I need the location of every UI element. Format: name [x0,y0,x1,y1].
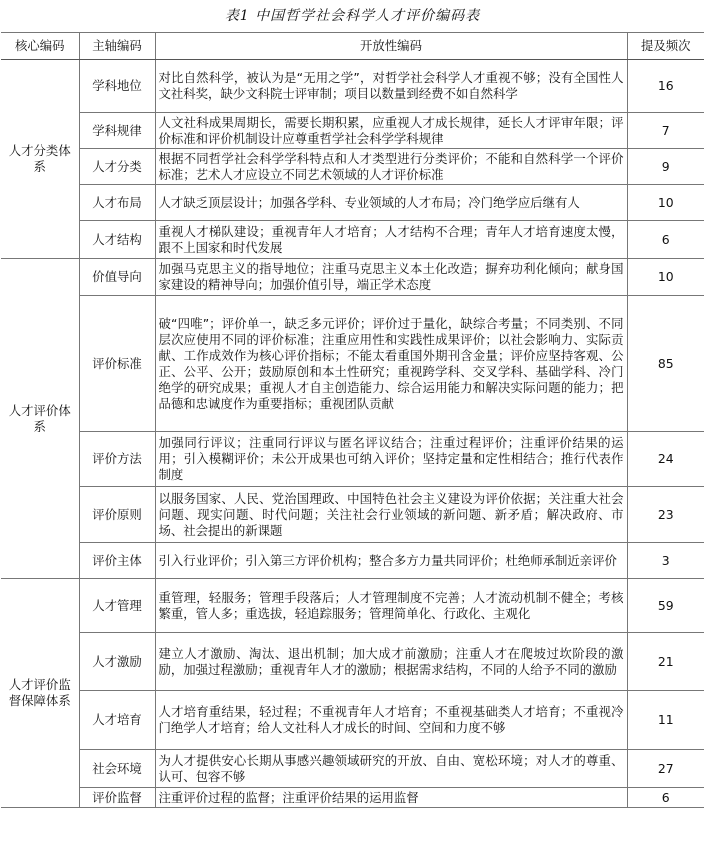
axis-code-cell: 评价方法 [79,432,155,487]
axis-code-cell: 评价标准 [79,296,155,432]
axis-code-cell: 学科地位 [79,60,155,113]
axis-code-cell: 人才结构 [79,221,155,259]
frequency-cell: 6 [627,221,704,259]
table-row [1,487,704,543]
axis-code-cell: 社会环境 [79,750,155,788]
open-code-cell: 根据不同哲学社会科学学科特点和人才类型进行分类评价；不能和自然科学一个评价标准；艺术人才应设立不同艺术领域的人才评价标准 [155,149,627,185]
axis-code-cell: 价值导向 [79,259,155,296]
frequency-cell: 24 [627,432,704,487]
header-open: 开放性编码 [155,33,627,60]
frequency-cell: 9 [627,149,704,185]
frequency-cell: 27 [627,750,704,788]
frequency-cell: 10 [627,185,704,221]
table-row [1,432,704,487]
header-axis: 主轴编码 [79,33,155,60]
core-code-cell: 人才分类体系 [1,60,79,259]
open-code-cell: 重管理，轻服务；管理手段落后；人才管理制度不完善；人才流动机制不健全；考核繁重，管人多；重选拔，轻追踪服务；管理简单化、行政化、主观化 [155,579,627,633]
axis-code-cell: 人才培育 [79,691,155,750]
table-row [1,579,704,633]
core-code-cell: 人才评价体系 [1,259,79,579]
table-row [1,633,704,691]
table-row [1,296,704,432]
axis-code-cell: 人才分类 [79,149,155,185]
frequency-cell: 6 [627,788,704,808]
open-code-cell: 引入行业评价；引入第三方评价机构；整合多方力量共同评价；杜绝师承制近亲评价 [155,543,627,579]
frequency-cell: 21 [627,633,704,691]
axis-code-cell: 评价主体 [79,543,155,579]
frequency-cell: 3 [627,543,704,579]
open-code-cell: 建立人才激励、淘汰、退出机制；加大成才前激励；注重人才在爬坡过坎阶段的激励，加强过程激励；重视青年人才的激励；根据需求结构，不同的人给予不同的激励 [155,633,627,691]
open-code-cell: 人才缺乏顶层设计；加强各学科、专业领域的人才布局；冷门绝学应后继有人 [155,185,627,221]
table-row [1,750,704,788]
axis-code-cell: 人才布局 [79,185,155,221]
open-code-cell: 对比自然科学，被认为是“无用之学”，对哲学社会科学人才重视不够；没有全国性人文社科奖，缺少文科院士评审制；项目以数量到经费不如自然科学 [155,60,627,113]
coding-table [1,32,704,808]
axis-code-cell: 学科规律 [79,113,155,149]
frequency-cell: 10 [627,259,704,296]
open-code-cell: 破“四唯”；评价单一，缺乏多元评价；评价过于量化，缺综合考量；不同类别、不同层次应使用不同的评价标准；注重应用性和实践性成果评价；以社会影响力、实际贡献、工作成效作为核心评价指标；不能太看重国外期刊含金量；评价应坚持客观、公正、公平、公开；鼓励原创和本土性研究；重视跨学科、交叉学科、基础学科、冷门绝学的研究成果；重视人才自主创造能力、综合运用能力和解决实际问题的能力；把品德和忠诚度作为重要指标；重视团队贡献 [155,296,627,432]
table-row [1,543,704,579]
header-core: 核心编码 [1,33,79,60]
axis-code-cell: 评价监督 [79,788,155,808]
axis-code-cell: 评价原则 [79,487,155,543]
open-code-cell: 人文社科成果周期长，需要长期积累，应重视人才成长规律，延长人才评审年限；评价标准和评价机制设计应尊重哲学社会科学学科规律 [155,113,627,149]
open-code-cell: 以服务国家、人民、党治国理政、中国特色社会主义建设为评价依据；关注重大社会问题、现实问题、时代问题；关注社会行业领域的新问题、新矛盾；解决政府、市场、社会提出的新课题 [155,487,627,543]
table-row [1,149,704,185]
table-caption: 表1 中国哲学社会科学人才评价编码表 [224,8,481,24]
axis-code-cell: 人才管理 [79,579,155,633]
open-code-cell: 为人才提供安心长期从事感兴趣领域研究的开放、自由、宽松环境；对人才的尊重、认可、包容不够 [155,750,627,788]
open-code-cell: 人才培育重结果，轻过程；不重视青年人才培育；不重视基础类人才培育；不重视冷门绝学人才培育；给人文社科人才成长的时间、空间和力度不够 [155,691,627,750]
table-row [1,113,704,149]
header-row [1,33,704,60]
open-code-cell: 重视人才梯队建设；重视青年人才培育；人才结构不合理；青年人才培育速度太慢，跟不上国家和时代发展 [155,221,627,259]
open-code-cell: 注重评价过程的监督；注重评价结果的运用监督 [155,788,627,808]
table-row [1,788,704,808]
table-row [1,60,704,113]
frequency-cell: 11 [627,691,704,750]
table-row [1,259,704,296]
core-code-cell: 人才评价监督保障体系 [1,579,79,808]
open-code-cell: 加强马克思主义的指导地位；注重马克思主义本土化改造；摒弃功利化倾向；献身国家建设的精神导向；加强价值引导，端正学术态度 [155,259,627,296]
header-freq: 提及频次 [627,33,704,60]
frequency-cell: 16 [627,60,704,113]
axis-code-cell: 人才激励 [79,633,155,691]
frequency-cell: 85 [627,296,704,432]
table-row [1,221,704,259]
frequency-cell: 23 [627,487,704,543]
open-code-cell: 加强同行评议；注重同行评议与匿名评议结合；注重过程评价；注重评价结果的运用；引入模糊评价；未公开成果也可纳入评价；坚持定量和定性相结合；推行代表作制度 [155,432,627,487]
table-row [1,691,704,750]
frequency-cell: 59 [627,579,704,633]
frequency-cell: 7 [627,113,704,149]
table-row [1,185,704,221]
